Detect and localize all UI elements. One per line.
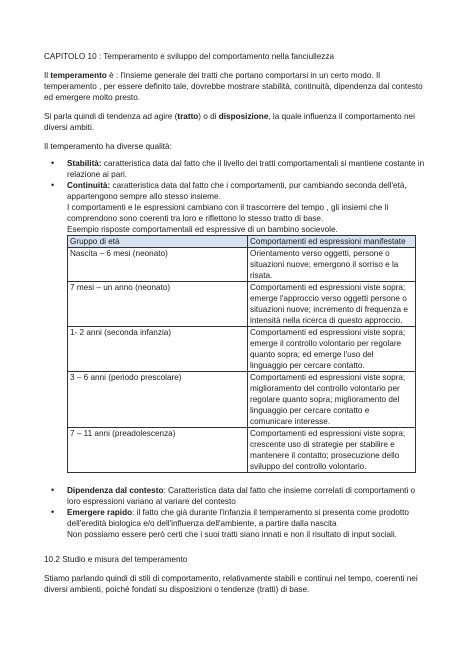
table-row — [68, 282, 416, 327]
emerge-extra: Non possiamo essere però certi che i suoi tratti siano innati e non il risultato di input sociali. — [67, 530, 397, 539]
table-cell-age: 7 – 11 anni (preadolescenza) — [68, 428, 248, 473]
stability-term: Stabilità: — [67, 159, 102, 168]
table-row — [68, 428, 416, 473]
qualities-list-continued — [44, 485, 428, 540]
table-header-behaviors: Comportamenti ed espressioni manifestate — [248, 236, 416, 248]
chapter-title: CAPITOLO 10 : Temperamento e sviluppo del comportamento nella fanciullezza — [44, 52, 335, 61]
continuity-text: caratteristica data dal fatto che i comportamenti, pur cambiando seconda dell'età, appartengono sempre allo stesso insieme. — [67, 181, 407, 201]
table-cell-age: 3 – 6 anni (periodo prescolare) — [68, 372, 248, 428]
tendency-text-3: , la quale influenza il comportamento nei diversi ambiti. — [44, 112, 415, 132]
qualities-list — [44, 158, 428, 235]
section-2-title: 10.2 Studio e misura del temperamento — [44, 555, 188, 564]
table-header-row — [68, 236, 416, 248]
table-row — [68, 372, 416, 428]
intro-paragraph — [44, 70, 428, 103]
list-item-rapid-emergence — [44, 507, 428, 540]
table-caption: Esempio risposte comportamentali ed espressive di un bambino socievole. — [67, 225, 338, 234]
emerge-term: Emergere rapido — [67, 508, 133, 517]
tendency-term-disposition: disposizione — [218, 112, 269, 121]
continuity-extra: I comportamenti e le espressioni cambiano con il trascorrere del tempo , gli insiemi che li comprendono sono coerenti tra loro e riflettono lo stesso tratto di base. — [67, 203, 389, 223]
table-cell-age: 7 mesi – un anno (neonato) — [68, 282, 248, 327]
intro-term: temperamento — [50, 71, 107, 80]
list-item-context — [44, 485, 428, 507]
table-cell-behavior: Comportamenti ed espressioni viste sopra; crescente uso di strategie per stabilire e mantenere il contatto; prosecuzione dello sviluppo del controllo volontario. — [248, 428, 416, 473]
qualities-intro: Il temperamento ha diverse qualità: — [44, 142, 172, 151]
list-item-stability — [44, 158, 428, 180]
emerge-text: : il fatto che già durante l'infanzia il temperamento si presenta come prodotto dell'eredità biologica e/o dell'influenza dell'ambiente, a partire dalla nascita — [67, 508, 409, 528]
behavior-table — [67, 235, 416, 473]
context-term: Dipendenza dal contesto — [67, 486, 164, 495]
table-cell-behavior: Comportamenti ed espressioni viste sopra; emerge l'approccio verso oggetti persone o situazioni nuove; incremento di frequenza e intensità nella ricerca di questo approccio. — [248, 282, 416, 327]
tendency-term-trait: tratto — [177, 112, 199, 121]
table-cell-behavior: Comportamenti ed espressioni viste sopra; emerge il controllo volontario per regolare quanto sopra; ed emerge l'uso del linguaggio per cercare contatto. — [248, 327, 416, 372]
intro-body: è : l'insieme generale dei tratti che portano comportarsi in un certo modo. Il temperamento , per essere definito tale, dovrebbe mostrare stabilità, continuità, dipendenza dal contesto ed emergere molto presto. — [44, 71, 423, 102]
document-content — [44, 51, 428, 595]
table-row — [68, 248, 416, 282]
table-cell-age: Nascita – 6 mesi (neonato) — [68, 248, 248, 282]
section-2-paragraph: Stiamo parlando quindi di stili di comportamento, relativamente stabili e continui nel tempo, coerenti nei diversi ambienti, poiché fondati su disposizioni o tendenze (tratti) di base. — [44, 574, 418, 594]
table-cell-behavior: Orientamento verso oggetti, persone o situazioni nuove; emergono il sorriso e la risata. — [248, 248, 416, 282]
list-item-continuity — [44, 180, 428, 235]
continuity-term: Continuità: — [67, 181, 111, 190]
intro-prefix: Il — [44, 71, 51, 80]
table-row — [68, 327, 416, 372]
tendency-paragraph — [44, 111, 428, 133]
table-cell-behavior: Comportamenti ed espressioni viste sopra; miglioramento del controllo volontario per regolare quanto sopra; miglioramento del linguaggio per cercare contatto e comunicare interesse. — [248, 372, 416, 428]
table-header-age: Gruppo di età — [68, 236, 248, 248]
table-cell-age: 1- 2 anni (seconda infanzia) — [68, 327, 248, 372]
stability-text: caratteristica data dal fatto che il livello dei tratti comportamentali si mantiene costante in relazione ai pari. — [67, 159, 425, 179]
tendency-text-2: ) o di — [198, 112, 219, 121]
context-text: : Caratteristica data dal fatto che insieme correlati di comportamenti o loro espressioni variano al variare del contesto — [67, 486, 416, 506]
tendency-text-1: Si parla quindi di tendenza ad agire ( — [44, 112, 178, 121]
